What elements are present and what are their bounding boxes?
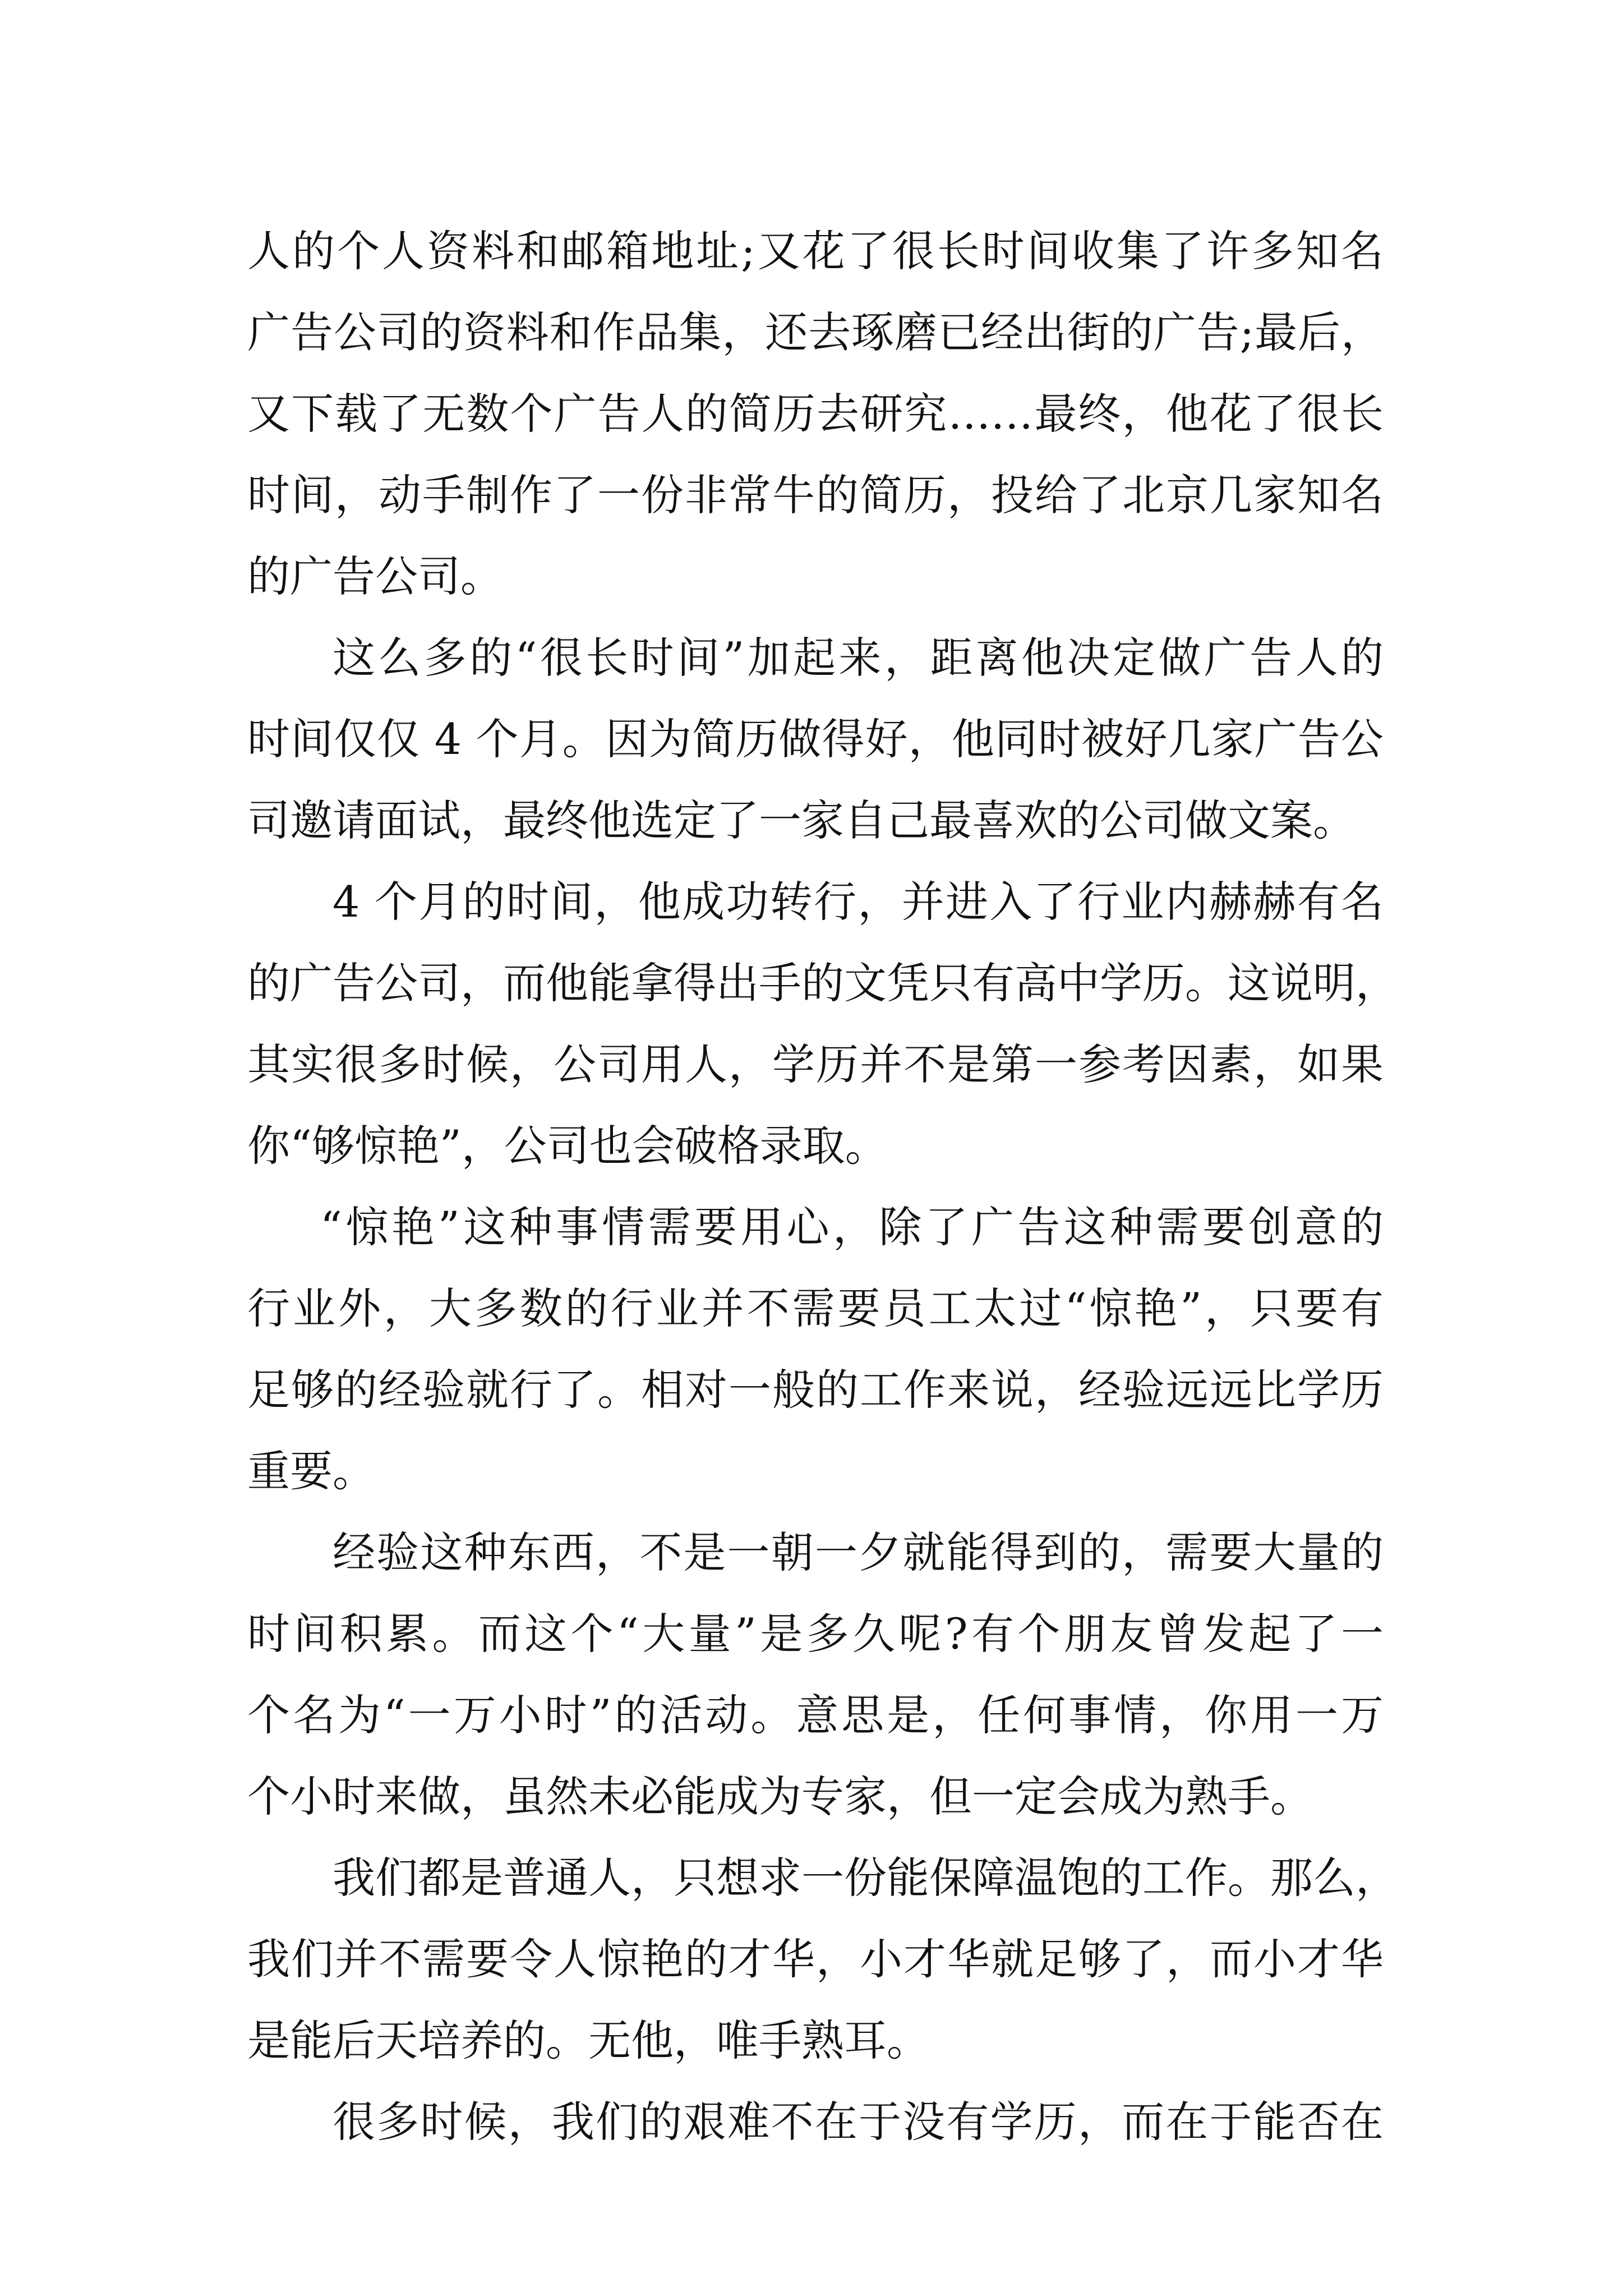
text-line: 时间仅仅 4 个月。因为简历做得好，他同时被好几家广告公 [247, 714, 1384, 764]
text-line: 行业外，大多数的行业并不需要员工太过“惊艳”，只要有 [247, 1283, 1384, 1333]
paragraph-1 [247, 210, 1384, 617]
text-line: 的广告公司，而他能拿得出手的文凭只有高中学历。这说明， [247, 958, 1398, 1008]
text-line: 经验这种东西，不是一朝一夕就能得到的，需要大量的 [333, 1527, 1384, 1577]
text-line: 我们并不需要令人惊艳的才华，小才华就足够了，而小才华 [247, 1934, 1384, 1984]
text-line: 时间，动手制作了一份非常牛的简历，投给了北京几家知名 [247, 470, 1384, 520]
text-line: 是能后天培养的。无他，唯手熟耳。 [247, 2016, 929, 2065]
text-line: 你“够惊艳”，公司也会破格录取。 [247, 1121, 888, 1171]
paragraph-3 [247, 861, 1398, 1186]
paragraph-4 [247, 1186, 1384, 1512]
paragraph-2 [247, 617, 1384, 861]
paragraph-7 [247, 2081, 1384, 2162]
text-line: 个小时来做，虽然未必能成为专家，但一定会成为熟手。 [247, 1772, 1313, 1821]
paragraph-5 [247, 1512, 1384, 1837]
text-line: 的广告公司。 [247, 551, 503, 601]
text-line: 其实很多时候，公司用人，学历并不是第一参考因素，如果 [247, 1039, 1384, 1089]
text-line: 人的个人资料和邮箱地址;又花了很长时间收集了许多知名 [247, 226, 1384, 276]
text-line: 我们都是普通人，只想求一份能保障温饱的工作。那么， [333, 1853, 1398, 1903]
text-line: 又下载了无数个广告人的简历去研究……最终，他花了很长 [247, 389, 1384, 439]
paragraph-6 [247, 1837, 1398, 2081]
text-line: 时间积累。而这个“大量”是多久呢?有个朋友曾发起了一 [247, 1609, 1384, 1659]
text-line: 这么多的“很长时间”加起来，距离他决定做广告人的 [333, 633, 1384, 683]
text-line: “惊艳”这种事情需要用心，除了广告这种需要创意的 [320, 1202, 1384, 1252]
text-line: 4 个月的时间，他成功转行，并进入了行业内赫赫有名 [333, 877, 1384, 927]
text-line: 重要。 [247, 1446, 375, 1496]
text-line: 足够的经验就行了。相对一般的工作来说，经验远远比学历 [247, 1365, 1384, 1415]
text-line: 个名为“一万小时”的活动。意思是，任何事情，你用一万 [247, 1690, 1384, 1740]
text-line: 司邀请面试，最终他选定了一家自己最喜欢的公司做文案。 [247, 795, 1355, 845]
text-line: 很多时候，我们的艰难不在于没有学历，而在于能否在 [333, 2097, 1384, 2147]
text-line: 广告公司的资料和作品集，还去琢磨已经出街的广告;最后， [247, 307, 1384, 357]
body-text [247, 210, 1398, 2162]
